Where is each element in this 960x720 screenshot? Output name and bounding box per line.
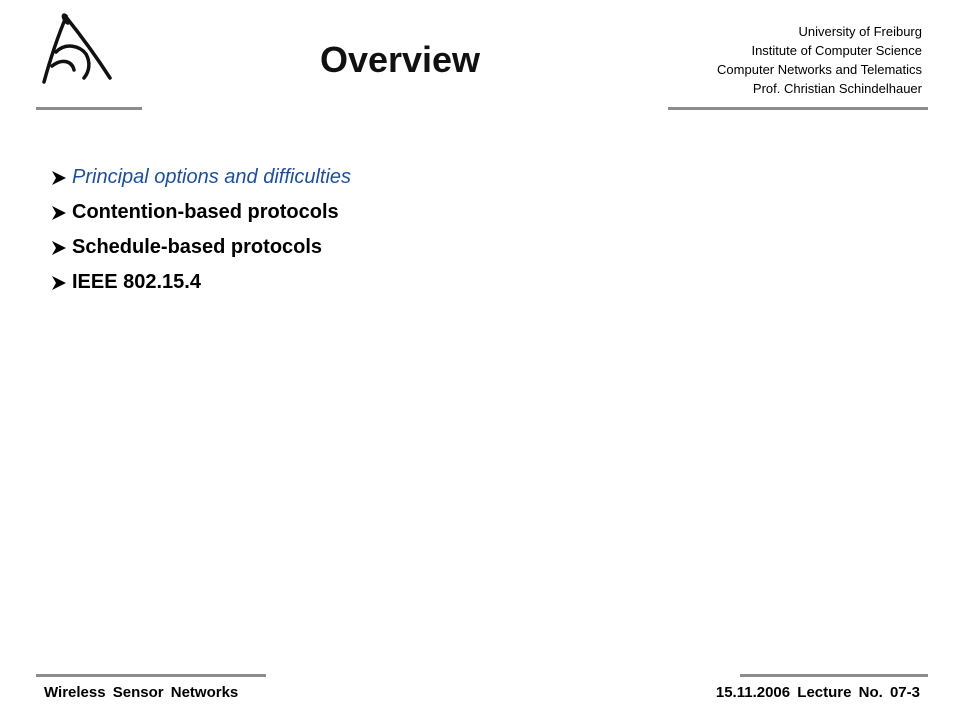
list-item [50, 195, 351, 230]
list-item-label: Schedule-based protocols [72, 236, 323, 258]
list-item-label: Principal options and difficulties [72, 166, 352, 188]
footer-course-title: Wireless Sensor Networks [44, 684, 239, 701]
footer-rule-left [36, 674, 266, 677]
institution-block [717, 22, 922, 98]
list-item-current [50, 160, 351, 195]
arrowhead-bullet-icon [50, 239, 71, 257]
institution-professor: Prof. Christian Schindelhauer [752, 81, 922, 96]
header-rule-left [36, 107, 142, 110]
footer-date: 15.11.2006 [715, 684, 791, 701]
institution-institute: Institute of Computer Science [751, 43, 922, 58]
arrowhead-bullet-icon [50, 169, 71, 187]
page-title: Overview [319, 39, 481, 80]
list-item-label: IEEE 802.15.4 [72, 271, 201, 293]
footer-rule-right [740, 674, 928, 677]
footer-lecture-info [716, 684, 920, 701]
list-item [50, 230, 351, 265]
header-rule-right [668, 107, 928, 110]
list-item [50, 265, 351, 300]
freiburg-a-logo-icon [36, 8, 146, 112]
institution-university: University of Freiburg [798, 24, 922, 39]
overview-list [50, 160, 351, 300]
list-item-label: Contention-based protocols [72, 201, 339, 223]
arrowhead-bullet-icon [50, 204, 71, 222]
footer-lecture-number: Lecture No. 07-3 [797, 684, 920, 701]
arrowhead-bullet-icon [50, 274, 71, 292]
institution-chair: Computer Networks and Telematics [717, 62, 922, 77]
